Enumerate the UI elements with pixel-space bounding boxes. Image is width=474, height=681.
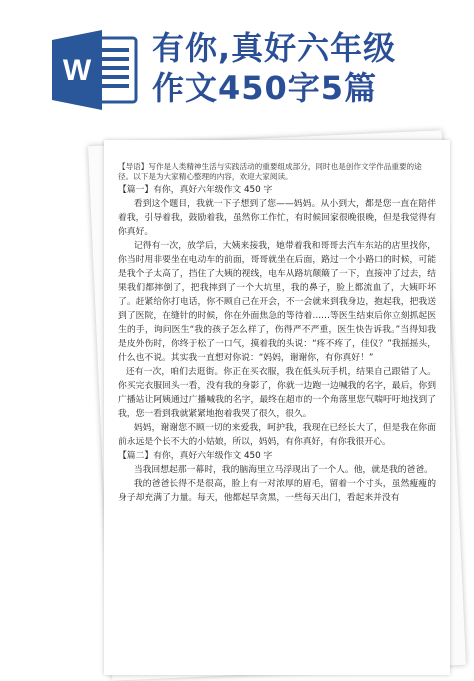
paragraph: 记得有一次，放学后，大姨来接我，她带着我和哥哥去汽车东站的店里找你，你当时用非要坐在电动车的前面，哥哥就坐在后面，路过一个小路口的时候，可能是我个子太高了，挡住了大姨的视线，电车从路坑颠簸了一下，直接冲了过去，结果我们都摔倒了，把我摔到了一个大坑里，我的鼻子，脸上都流血了，大姨吓坏了。赶紧给你打电话，你不顾自己在开会，不一会就来到我身边，抱起我，把我送到了医院，在缝针的时候，你在外面焦急的等待着……等医生结束后你立刻抓起医生的手，询问医生“我的孩子怎么样了，伤得严不严重，医生快告诉我。”当得知我是皮外伤时，你终于松了一口气，摸着我的头说：“疼不疼了，佳仪？”我摇摇头，什么也不说。其实我一直想对你说：“妈妈，谢谢你，有你真好！” [118,241,436,363]
document-body [118,162,436,505]
page-title-line-2: 作文450字5篇 [152,69,378,107]
paragraph: 当我回想起那一幕时，我的脑海里立马浮现出了一个人。他，就是我的爸爸。 [133,465,433,475]
section-heading-1: 【篇一】有你，真好六年级作文 450 字 [118,185,273,195]
guide-text: 【导语】写作是人类精神生活与实践活动的重要组成部分，同时也是创作文学作品重要的途径。以下是为大家精心整理的内容，欢迎大家阅读。 [118,162,422,181]
paragraph: 妈妈，谢谢您不顾一切的来爱我，呵护我，我现在已经长大了，但是我在你面前永远是个长不大的小姑娘，所以，妈妈，有你真好，有你我很开心。 [118,423,436,447]
page-title-line-1: 有你,真好六年级 [152,29,397,67]
word-document-icon [52,30,138,110]
svg-text:W: W [62,54,92,87]
header [0,0,474,120]
section-heading-2: 【篇二】有你，真好六年级作文 450 字 [118,451,273,461]
title-block [152,28,472,108]
document-page [104,140,450,675]
paragraph: 还有一次，咱们去逛街。你正在买衣服，我在低头玩手机，结果自己跟错了人。你买完衣服回头一看，没有我的身影了，你就一边跑一边喊我的名字，最后，你到广播站让阿姨通过广播喊我的名字，最终在超市的一个角落里您气喘吁吁地找到了我，您一看到我就紧紧地抱着我哭了很久，很久。 [118,367,436,419]
paragraph: 我的爸爸长得不是很高，脸上有一对浓厚的眉毛，留着一个寸头，虽然瘦瘦的身子却充满了力量。每天，他都起早贪黑，一些每天出门，看起来并没有 [118,479,436,503]
paragraph: 看到这个题目，我就一下子想到了您——妈妈。从小到大，都是您一直在陪伴着我，引导着我，鼓励着我，虽然你工作忙，有时候回家很晚很晚，但是我觉得有你真好。 [118,199,436,237]
